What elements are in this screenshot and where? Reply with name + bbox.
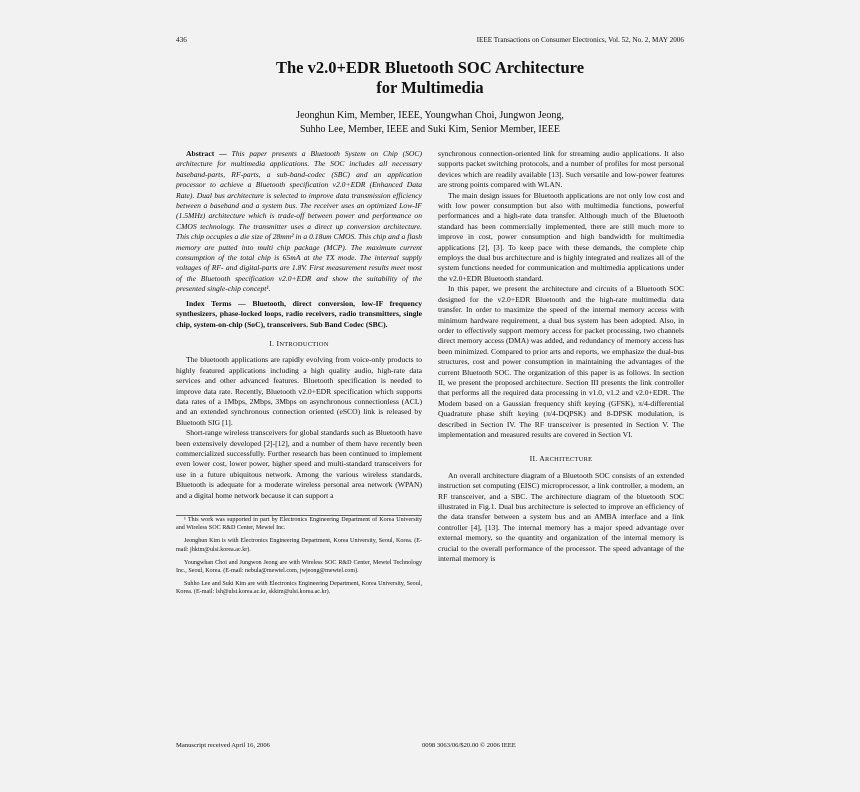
author-line: Suhho Lee, Member, IEEE and Suki Kim, Senior Member, IEEE xyxy=(300,124,560,135)
paragraph: An overall architecture diagram of a Bluetooth SOC consists of an extended instruction set computing (EISC) microprocessor, a link controller, a modem, an RF transceiver, and a SBC. The architecture diagram of the bluetooth SOC illustrated in Fig.1. Dual bus architecture is selected to improve an efficiency of the data transfer between a system bus and an AMBA interface and a link controller [4], [13]. The internal memory has a major speed advantage over external memory, so the quantity and organization of the internal memory is crucial to the overall performance of the processor. The speed advantage of the internal memory is xyxy=(438,470,684,564)
paragraph: Short-range wireless transceivers for global standards such as Bluetooth have been extensively developed [2]-[12], and a number of them have recently been commercialized successfully. Further research has been continued to implement even lower cost, lower power, higher speed and multi-standard transceivers for use in a future ubiquitous network. Among the various wireless standards, Bluetooth is adequate for a moderate wireless personal area network (WPAN) and a digital home network because it can support a xyxy=(176,428,422,500)
abstract-label: Abstract — xyxy=(186,149,227,158)
paragraph: The bluetooth applications are rapidly evolving from voice-only products to highly featured applications including a high quality audio, high-rate data services and other advanced features. Bluetooth specification is needed to improve data rate. Recently, Bluetooth v2.0+EDR specification which supports data rates of a 1Mbps, 2Mbps, 3Mbps on asynchronous connectionless (ACL) and an extended synchronous connection oriented (eSCO) link is released by Bluetooth SIG [1]. xyxy=(176,355,422,427)
paragraph: The main design issues for Bluetooth applications are not only low cost and with low power consumption but also with multimedia functions, powerful performances and a high-rate data transfer. Although much of the Bluetooth standard has been commercially implemented, there are still much more to improve in cost, power consumption and high bandwidth for multimedia applications [2], [3]. To keep pace with these demands, the complete chip employs the dual bus architecture and is highly integrated and realizes all of the system functions needed for communication and multimedia applications under the v2.0+EDR Bluetooth standard. xyxy=(438,190,684,283)
left-column xyxy=(176,149,422,602)
paragraph: In this paper, we present the architecture and circuits of a Bluetooth SOC designed for the v2.0+EDR Bluetooth and the high-rate multimedia data transfer. In order to maximize the speed of the internal memory access with minimum hardware requirement, a dual bus system has been adopted. Also, in order to effectively support memory access for packet processing, two channels direct memory access (DMA) was added, and redundancy of memory access has been minimized. Compared to prior arts and reports, we emphasize the dual-bus structures, cost and power consumption in maintaining the advantages of the current Bluetooth SOC. The organization of this paper is as follows. In section II, we present the proposed architecture. Section III presents the link controller that performs all the required data processing in v1.0, v1.2 and v2.0+EDR. The Modem based on a Gaussian frequency shift keying (GFSK), π/4-differential Quadrature phase shift keying (π/4-DQPSK) and 8-DPSK modulation, is described in Section IV. The RF transceiver is presented in Section V. The implementation and measured results are covered in Section VI. xyxy=(438,284,684,439)
two-column-body xyxy=(176,149,684,602)
footnote: Suhho Lee and Suki Kim are with Electronics Engineering Department, Korea University, Seoul, Korea. (E-mail: lsh@ulsi.korea.ac.kr, skkim@ulsi.korea.ac.kr). xyxy=(176,581,422,596)
section-heading-introduction: I. INTRODUCTION xyxy=(269,338,329,348)
footnote: ¹ This work was supported in part by Electronics Engineering Department of Korea University and Wireless SOC R&D Center, Mewtel Inc. xyxy=(176,517,422,532)
page-number: 436 xyxy=(176,36,187,44)
paragraph: synchronous connection-oriented link for streaming audio applications. It also supports packet switching protocols, and a number of profiles for most personal devices which are readily available [13]. Such versatile and low-power features are strong points compared with WLAN. xyxy=(438,149,684,190)
footnote: Youngwhan Choi and Jungwon Jeong are with Wireless SOC R&D Center, Mewtel Technology Inc., Seoul, Korea. (E-mail: nebula@mewtel.com, jwjeong@mewtel.com). xyxy=(176,559,422,575)
title-line: for Multimedia xyxy=(376,78,484,97)
journal-citation: IEEE Transactions on Consumer Electronics, Vol. 52, No. 2, MAY 2006 xyxy=(476,36,684,44)
footnotes xyxy=(176,515,422,597)
right-column xyxy=(438,149,684,602)
running-header xyxy=(176,36,684,45)
section-heading-architecture: II. ARCHITECTURE xyxy=(529,454,593,464)
copyright-line: 0098 3063/06/$20.00 © 2006 IEEE xyxy=(422,742,516,749)
title-line: The v2.0+EDR Bluetooth SOC Architecture xyxy=(275,58,585,77)
page-footer xyxy=(176,742,684,749)
paper-title xyxy=(176,58,684,98)
index-terms: Index Terms — Bluetooth, direct conversion, low-IF frequency synthesizers, phase-locked loops, radio receivers, radio transmitters, single chip, system-on-chip (SoC), transceivers. Sub Band Codec (SBC). xyxy=(176,298,422,329)
abstract xyxy=(176,149,422,295)
author-line: Jeonghun Kim, Member, IEEE, Youngwhan Choi, Jungwon Jeong, xyxy=(296,110,564,121)
manuscript-received: Manuscript received April 16, 2006 xyxy=(176,742,270,749)
author-list xyxy=(176,109,684,137)
footnote: Jeonghun Kim is with Electronics Engineering Department, Korea University, Seoul, Korea. (E-mail: jhkim@ulsi.korea.ac.kr). xyxy=(176,538,422,553)
abstract-text: This paper presents a Bluetooth System on Chip (SOC) architecture for multimedia applications. The SOC includes all necessary baseband-parts, RF-parts, a sub-band-codec (SBC) and an application processor to achieve a Bluetooth specification v2.0+EDR (Enhanced Data Rate). Dual bus architecture is selected to improve data transmission efficiency between a baseband and a system bus. The receiver uses an optimized Low-IF (1.5MHz) architecture which is trade-off between power and performance on CMOS technology. The transmitter uses a direct up conversion architecture. This chip occupies a die size of 28mm² in a 0.18um CMOS. This chip and a flash memory are putted into multi chip package (MCP). The maximum current consumption of the total chip is 65mA at the TX mode. The internal supply voltages of RF- and digital-parts are 1.8V. First measurement results meet most of the Bluetooth specification v2.0+EDR and show the suitability of the presented single-chip concept¹. xyxy=(176,149,422,294)
